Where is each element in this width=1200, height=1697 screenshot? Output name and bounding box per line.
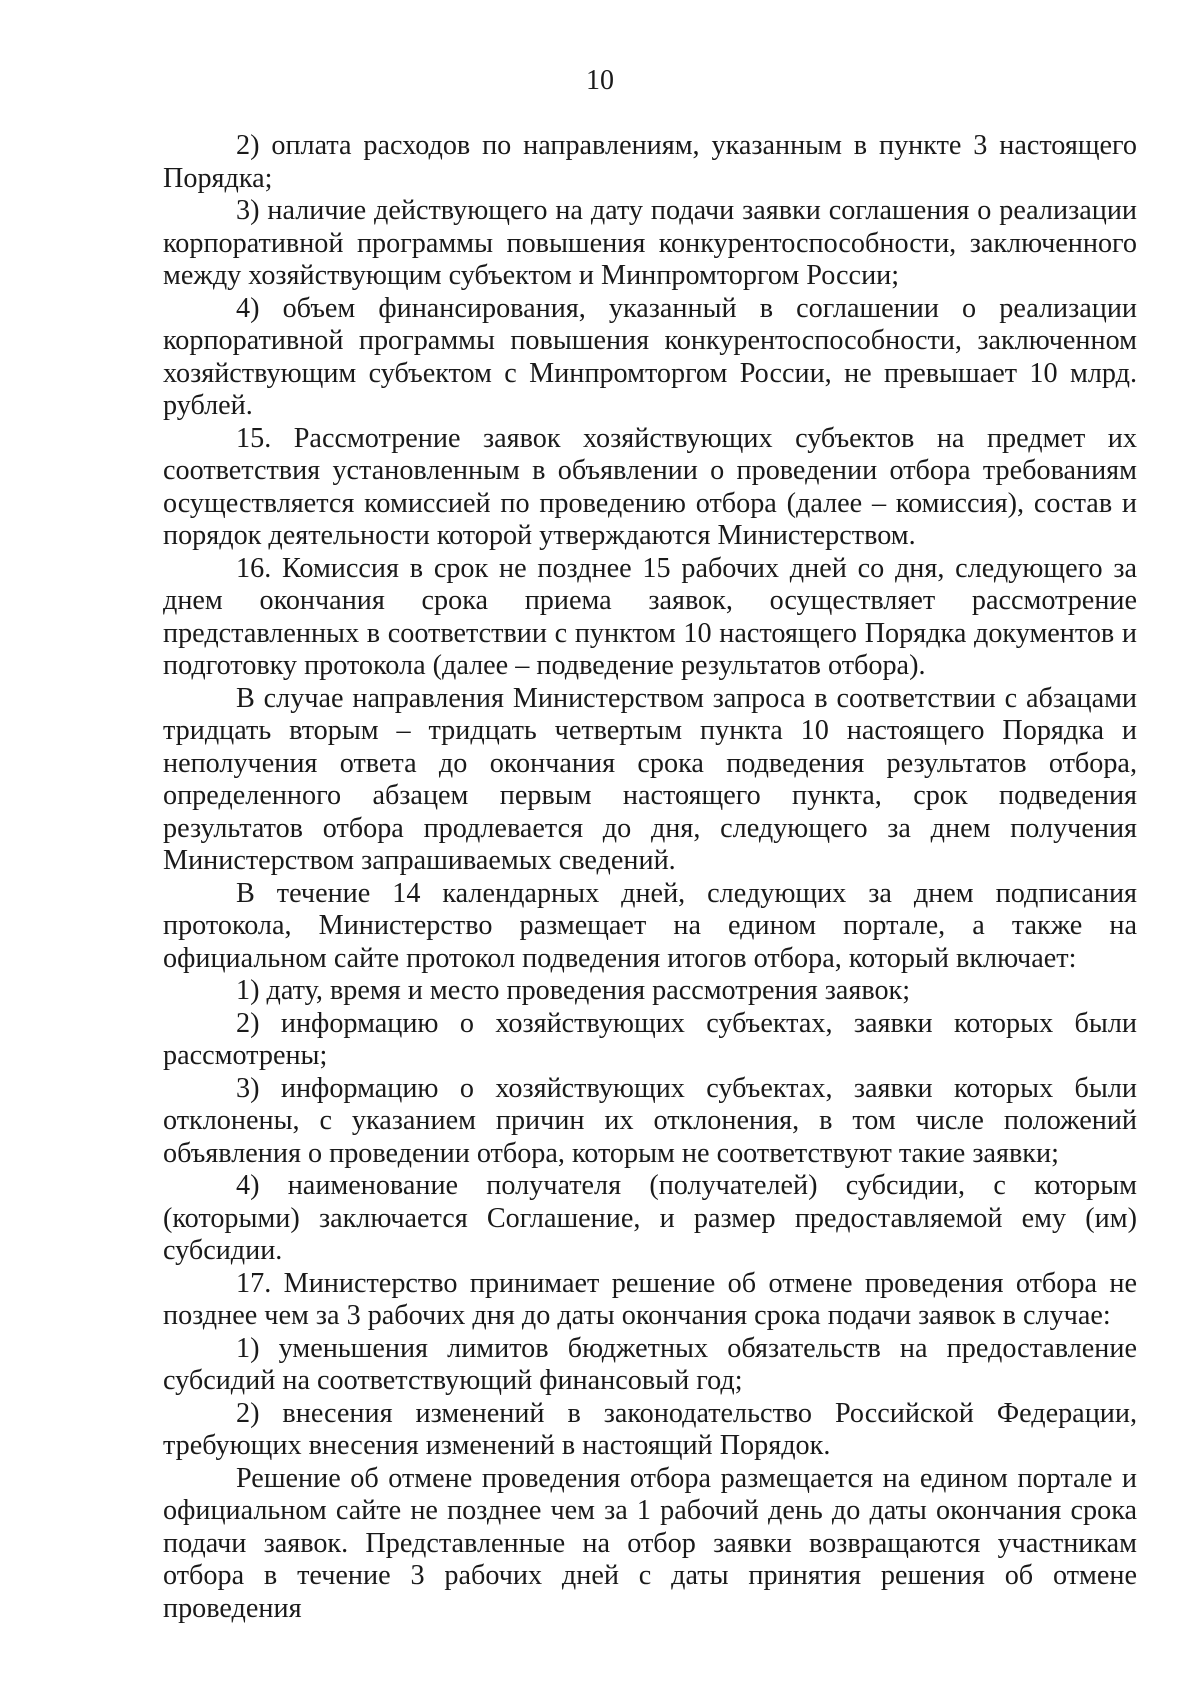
paragraph-clause-17: 17. Министерство принимает решение об отмене проведения отбора не позднее чем за 3 рабочих дня до даты окончания срока подачи заявок в случае: (163, 1267, 1137, 1331)
paragraph-protocol-item-1: 1) дату, время и место проведения рассмотрения заявок; (236, 975, 911, 1006)
paragraph-clause-16: 16. Комиссия в срок не позднее 15 рабочих дней со дня, следующего за днем окончания срока приема заявок, осуществляет рассмотрение представленных в соответствии с пунктом 10 настоящего Порядка документов и подготовку протокола (далее – подведение результатов отбора). (163, 552, 1137, 681)
paragraph-clause-15: 15. Рассмотрение заявок хозяйствующих субъектов на предмет их соответствия установленным в объявлении о проведении отбора требованиям осуществляется комиссией по проведению отбора (далее – комиссия), состав и порядок деятельности которой утверждаются Министерством. (163, 422, 1137, 551)
document-body (163, 130, 1137, 1625)
paragraph-clause-16-protocol: В течение 14 календарных дней, следующих за днем подписания протокола, Министерство размещает на едином портале, а также на официальном сайте протокол подведения итогов отбора, который включает: (163, 877, 1137, 974)
paragraph-cancel-decision: Решение об отмене проведения отбора размещается на едином портале и официальном сайте не позднее чем за 1 рабочий день до даты окончания срока подачи заявок. Представленные на отбор заявки возвращаются участникам отбора в течение 3 рабочих дней с даты принятия решения об отмене проведения (163, 1462, 1137, 1624)
paragraph-cancel-item-1: 1) уменьшения лимитов бюджетных обязательств на предоставление субсидий на соответствующий финансовый год; (163, 1332, 1137, 1396)
page-number: 10 (586, 65, 614, 96)
paragraph-protocol-item-2: 2) информацию о хозяйствующих субъектах, заявки которых были рассмотрены; (163, 1007, 1137, 1071)
paragraph-protocol-item-4: 4) наименование получателя (получателей) субсидии, с которым (которыми) заключается Соглашение, и размер предоставляемой ему (им) субсидии. (163, 1170, 1137, 1266)
paragraph-cancel-item-2: 2) внесения изменений в законодательство Российской Федерации, требующих внесения изменений в настоящий Порядок. (163, 1397, 1137, 1461)
paragraph-protocol-item-3: 3) информацию о хозяйствующих субъектах, заявки которых были отклонены, с указанием причин их отклонения, в том числе положений объявления о проведении отбора, которым не соответствуют такие заявки; (163, 1072, 1137, 1169)
paragraph-item-3: 3) наличие действующего на дату подачи заявки соглашения о реализации корпоративной программы повышения конкурентоспособности, заключенного между хозяйствующим субъектом и Минпромторгом России; (163, 195, 1137, 291)
paragraph-item-4: 4) объем финансирования, указанный в соглашении о реализации корпоративной программы повышения конкурентоспособности, заключенном хозяйствующим субъектом с Минпромторгом России, не превышает 10 млрд. рублей. (163, 292, 1137, 421)
paragraph-item-2: 2) оплата расходов по направлениям, указанным в пункте 3 настоящего Порядка; (163, 130, 1137, 194)
paragraph-clause-16-request: В случае направления Министерством запроса в соответствии с абзацами тридцать вторым – тридцать четвертым пункта 10 настоящего Порядка и неполучения ответа до окончания срока подведения результатов отбора, определенного абзацем первым настоящего пункта, срок подведения результатов отбора продлевается до дня, следующего за днем получения Министерством запрашиваемых сведений. (163, 682, 1137, 876)
